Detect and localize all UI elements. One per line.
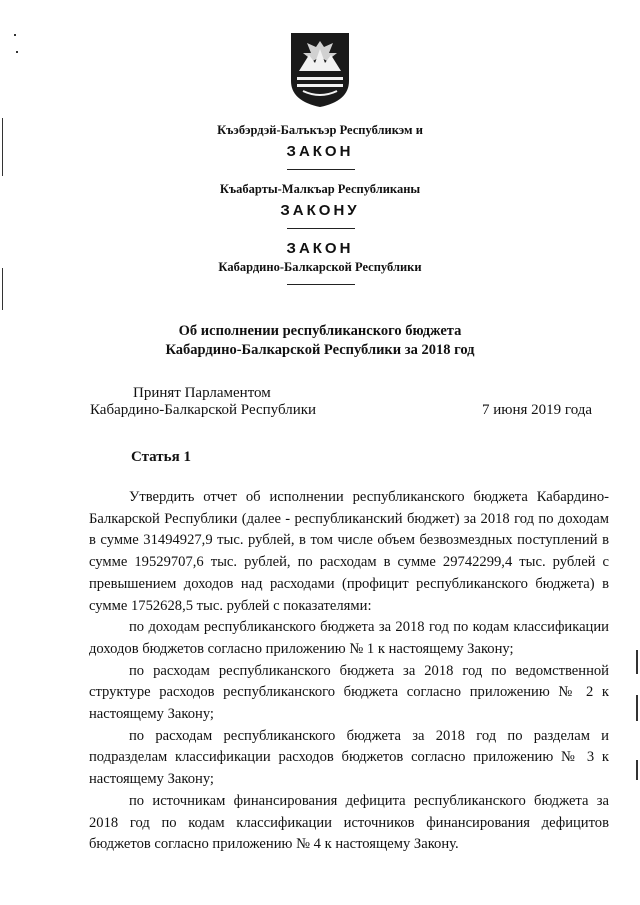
adoption-date: 7 июня 2019 года xyxy=(482,402,593,418)
kabardian-republic-line: Къэбэрдэй-Балъкъэр Республикэм и xyxy=(217,123,423,137)
divider xyxy=(287,284,355,285)
article-paragraph: по источникам финансирования дефицита республиканского бюджета за 2018 год по кодам классификации источников финансирования дефицитов бюджетов согласно приложению № 4 к настоящему Закону. xyxy=(89,792,609,853)
scan-mark xyxy=(16,51,18,53)
russian-republic-line: Кабардино-Балкарской Республики xyxy=(218,260,422,274)
adopted-by: Принят Парламентом xyxy=(133,385,271,401)
scan-mark xyxy=(636,695,638,721)
divider xyxy=(287,228,355,229)
kabardian-law-word: ЗАКОН xyxy=(286,143,354,160)
article-body xyxy=(89,487,609,856)
emblem-stripe xyxy=(297,84,343,87)
scan-mark xyxy=(14,34,16,36)
article-paragraph: по доходам республиканского бюджета за 2018 год по кодам классификации доходов бюджетов согласно приложению № 1 к настоящему Закону; xyxy=(89,619,609,657)
article-paragraph: по расходам республиканского бюджета за 2018 год по разделам и подразделам классификации расходов бюджетов согласно приложению № 3 к настоящему Закону; xyxy=(89,727,609,788)
parliament-of: Кабардино-Балкарской Республики xyxy=(90,402,317,418)
article-paragraph: Утвердить отчет об исполнении республиканского бюджета Кабардино-Балкарской Республики (далее - республиканский бюджет) за 2018 год по доходам в сумме 31494927,9 тыс. рублей, в том числе объем безвозмездных поступлений в сумме 19529707,6 тыс. рублей, по расходам в сумме 29742299,4 тыс. рублей с превышением доходов над расходами (профицит республиканского бюджета) в сумме 1752628,5 тыс. рублей с показателями: xyxy=(89,489,609,614)
emblem-stripe xyxy=(297,77,343,80)
divider xyxy=(287,169,355,170)
law-title-line2: Кабардино-Балкарской Республики за 2018 год xyxy=(165,342,475,358)
law-title xyxy=(0,322,640,360)
russian-law-word: ЗАКОН xyxy=(286,240,354,257)
scan-mark xyxy=(636,760,638,780)
law-title-line1: Об исполнении республиканского бюджета xyxy=(178,323,462,339)
scan-mark xyxy=(636,650,638,674)
karachay-balkar-law-word: ЗАКОНУ xyxy=(280,202,360,219)
article-heading: Статья 1 xyxy=(131,449,191,465)
coat-of-arms-emblem xyxy=(289,31,351,108)
karachay-balkar-republic-line: Къабарты-Малкъар Республиканы xyxy=(219,182,421,196)
article-paragraph: по расходам республиканского бюджета за 2018 год по ведомственной структуре расходов республиканского бюджета согласно приложению № 2 к настоящему Закону; xyxy=(89,662,609,723)
